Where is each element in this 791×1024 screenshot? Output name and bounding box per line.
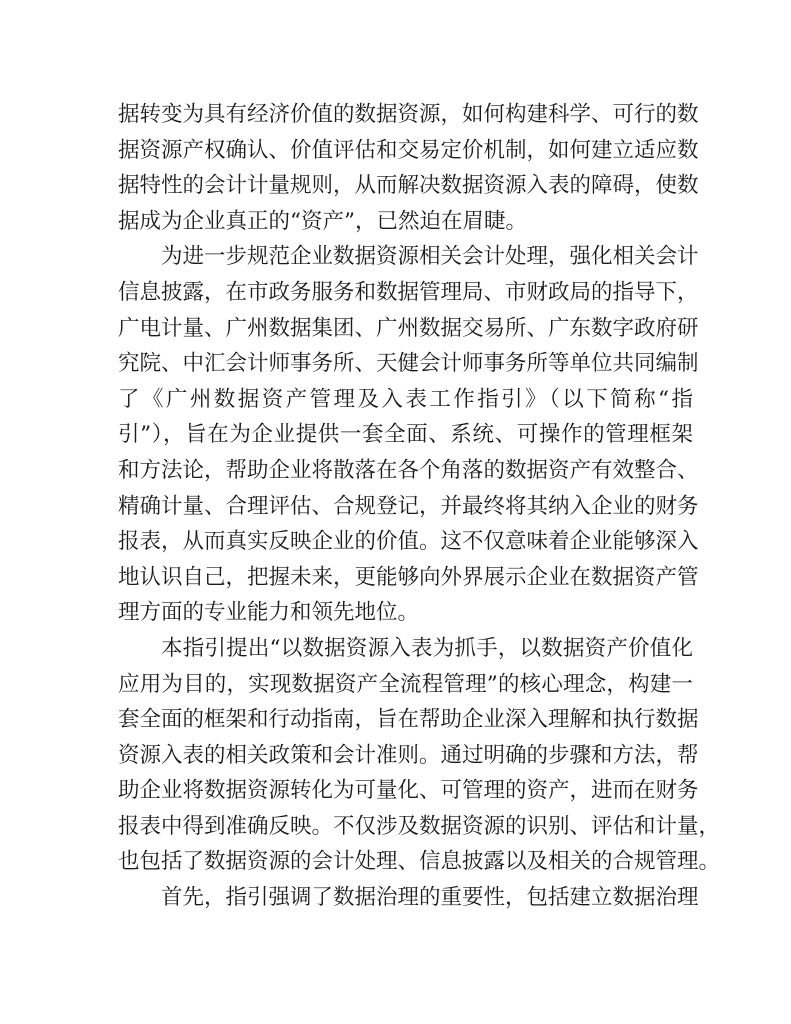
text-line: 本指引提出“以数据资源入表为抓手，以数据资产价值化 — [161, 635, 693, 661]
text-line: 广电计量、广州数据集团、广州数据交易所、广东数字政府研 — [118, 315, 699, 341]
paragraph-2 — [118, 239, 699, 631]
text-line: 首先，指引强调了数据治理的重要性，包括建立数据治理 — [161, 885, 699, 911]
text-line: 据资源产权确认、价值评估和交易定价机制，如何建立适应数 — [118, 137, 699, 163]
text-line: 地认识自己，把握未来，更能够向外界展示企业在数据资产管 — [118, 564, 699, 590]
text-line: 理方面的专业能力和领先地位。 — [118, 600, 420, 626]
text-line: 据特性的会计计量规则，从而解决数据资源入表的障碍，使数 — [118, 173, 699, 199]
text-line: 资源入表的相关政策和会计准则。通过明确的步骤和方法，帮 — [118, 742, 699, 768]
text-line: 了《广州数据资产管理及入表工作指引》（以下简称“指 — [118, 386, 693, 412]
text-line: 精确计量、合理评估、合规登记，并最终将其纳入企业的财务 — [118, 493, 699, 519]
paragraph-3 — [118, 631, 721, 880]
text-line: 也包括了数据资源的会计处理、信息披露以及相关的合规管理。 — [118, 849, 721, 875]
paragraph-4 — [118, 880, 699, 916]
text-line: 套全面的框架和行动指南，旨在帮助企业深入理解和执行数据 — [118, 707, 699, 733]
text-line: 引”），旨在为企业提供一套全面、系统、可操作的管理框架 — [118, 422, 693, 448]
text-line: 信息披露，在市政务服务和数据管理局、市财政局的指导下， — [118, 279, 699, 305]
text-line: 据转变为具有经济价值的数据资源，如何构建科学、可行的数 — [118, 102, 699, 127]
text-line: 究院、中汇会计师事务所、天健会计师事务所等单位共同编制 — [118, 351, 699, 377]
body-text — [118, 97, 721, 916]
text-line: 报表中得到准确反映。不仅涉及数据资源的识别、评估和计量， — [118, 813, 721, 839]
text-line: 和方法论，帮助企业将散落在各个角落的数据资产有效整合、 — [118, 457, 699, 483]
text-line: 助企业将数据资源转化为可量化、可管理的资产，进而在财务 — [118, 778, 699, 804]
text-line: 据成为企业真正的“资产”，已然迫在眉睫。 — [118, 208, 527, 234]
text-line: 为进一步规范企业数据资源相关会计处理，强化相关会计 — [161, 244, 699, 270]
text-line: 应用为目的，实现数据资产全流程管理”的核心理念，构建一 — [118, 671, 693, 697]
paragraph-1 — [118, 97, 699, 239]
text-line: 报表，从而真实反映企业的价值。这不仅意味着企业能够深入 — [118, 529, 699, 555]
